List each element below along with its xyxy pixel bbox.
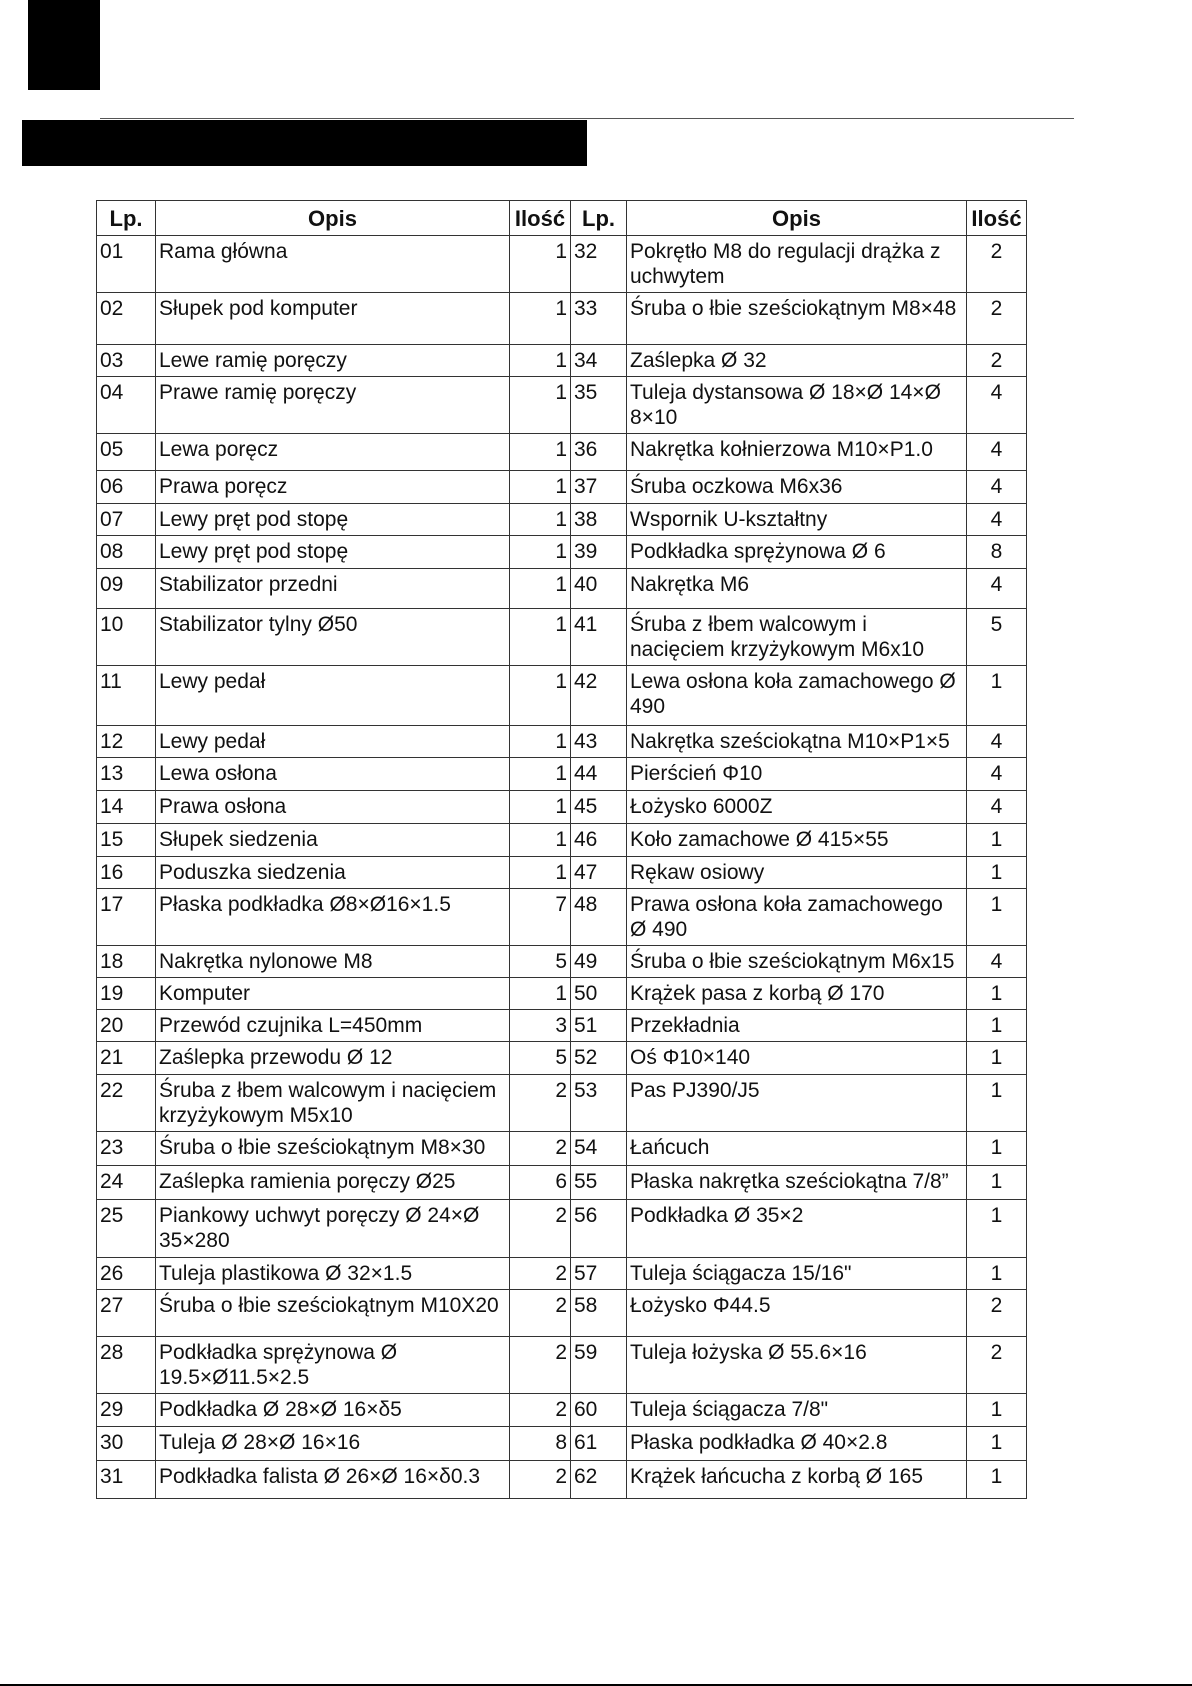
part-number: 47 — [571, 857, 627, 889]
part-number: 50 — [571, 978, 627, 1010]
part-description: Nakrętka sześciokątna M10×P1×5 — [627, 726, 967, 758]
part-number: 14 — [97, 791, 156, 824]
part-quantity: 1 — [510, 504, 571, 536]
part-quantity: 1 — [967, 1010, 1027, 1042]
part-description: Tuleja ściągacza 15/16" — [627, 1258, 967, 1290]
part-quantity: 5 — [510, 1042, 571, 1075]
part-quantity: 5 — [510, 946, 571, 978]
part-description: Rękaw osiowy — [627, 857, 967, 889]
table-row — [97, 946, 1027, 978]
part-description: Przekładnia — [627, 1010, 967, 1042]
part-number: 35 — [571, 377, 627, 434]
part-quantity: 4 — [967, 377, 1027, 434]
part-quantity: 4 — [967, 726, 1027, 758]
part-number: 28 — [97, 1337, 156, 1394]
part-number: 07 — [97, 504, 156, 536]
part-number: 29 — [97, 1394, 156, 1427]
part-number: 19 — [97, 978, 156, 1010]
part-number: 32 — [571, 236, 627, 293]
part-quantity: 1 — [967, 1200, 1027, 1258]
part-description: Prawe ramię poręczy — [156, 377, 510, 434]
part-number: 54 — [571, 1132, 627, 1166]
part-quantity: 1 — [967, 666, 1027, 726]
part-quantity: 1 — [967, 1075, 1027, 1132]
part-quantity: 1 — [967, 978, 1027, 1010]
table-row — [97, 1394, 1027, 1427]
header-opis: Opis — [156, 201, 510, 236]
part-quantity: 1 — [510, 857, 571, 889]
part-description: Koło zamachowe Ø 415×55 — [627, 824, 967, 857]
part-quantity: 1 — [510, 791, 571, 824]
table-row — [97, 1258, 1027, 1290]
part-number: 04 — [97, 377, 156, 434]
part-number: 09 — [97, 569, 156, 609]
part-quantity: 2 — [967, 293, 1027, 345]
part-quantity: 2 — [510, 1461, 571, 1499]
part-description: Lewe ramię poręczy — [156, 345, 510, 377]
part-number: 44 — [571, 758, 627, 791]
part-description: Lewa osłona koła zamachowego Ø 490 — [627, 666, 967, 726]
part-quantity: 1 — [510, 434, 571, 471]
part-description: Tuleja dystansowa Ø 18×Ø 14×Ø 8×10 — [627, 377, 967, 434]
table-row — [97, 569, 1027, 609]
part-description: Prawa osłona — [156, 791, 510, 824]
part-description: Pokrętło M8 do regulacji drążka z uchwytem — [627, 236, 967, 293]
part-quantity: 1 — [967, 1166, 1027, 1200]
part-description: Zaślepka przewodu Ø 12 — [156, 1042, 510, 1075]
part-quantity: 5 — [967, 609, 1027, 666]
part-quantity: 4 — [967, 471, 1027, 504]
table-row — [97, 1166, 1027, 1200]
part-number: 26 — [97, 1258, 156, 1290]
part-quantity: 4 — [967, 434, 1027, 471]
table-row — [97, 1200, 1027, 1258]
part-quantity: 1 — [967, 1394, 1027, 1427]
part-quantity: 1 — [510, 758, 571, 791]
part-quantity: 2 — [967, 1337, 1027, 1394]
part-description: Lewa osłona — [156, 758, 510, 791]
part-quantity: 1 — [967, 1461, 1027, 1499]
part-number: 46 — [571, 824, 627, 857]
part-description: Lewy pedał — [156, 726, 510, 758]
part-description: Krążek łańcucha z korbą Ø 165 — [627, 1461, 967, 1499]
table-row — [97, 293, 1027, 345]
part-number: 03 — [97, 345, 156, 377]
part-number: 25 — [97, 1200, 156, 1258]
part-quantity: 2 — [967, 345, 1027, 377]
part-quantity: 2 — [967, 1290, 1027, 1337]
part-quantity: 1 — [510, 377, 571, 434]
part-quantity: 1 — [510, 978, 571, 1010]
part-description: Zaślepka Ø 32 — [627, 345, 967, 377]
part-number: 01 — [97, 236, 156, 293]
part-number: 60 — [571, 1394, 627, 1427]
table-row — [97, 1337, 1027, 1394]
part-number: 27 — [97, 1290, 156, 1337]
part-quantity: 1 — [510, 536, 571, 569]
part-description: Śruba z łbem walcowym i nacięciem krzyżykowym M6x10 — [627, 609, 967, 666]
part-number: 62 — [571, 1461, 627, 1499]
header-lp-2: Lp. — [571, 201, 627, 236]
part-quantity: 4 — [967, 504, 1027, 536]
part-number: 11 — [97, 666, 156, 726]
part-description: Nakrętka nylonowe M8 — [156, 946, 510, 978]
table-row — [97, 857, 1027, 889]
part-description: Stabilizator tylny Ø50 — [156, 609, 510, 666]
part-number: 02 — [97, 293, 156, 345]
part-quantity: 1 — [510, 569, 571, 609]
part-quantity: 1 — [510, 824, 571, 857]
part-quantity: 2 — [510, 1132, 571, 1166]
part-quantity: 4 — [967, 946, 1027, 978]
part-description: Śruba oczkowa M6x36 — [627, 471, 967, 504]
part-description: Słupek siedzenia — [156, 824, 510, 857]
part-description: Podkładka sprężynowa Ø 19.5×Ø11.5×2.5 — [156, 1337, 510, 1394]
part-number: 43 — [571, 726, 627, 758]
part-number: 39 — [571, 536, 627, 569]
part-number: 61 — [571, 1427, 627, 1461]
part-description: Tuleja Ø 28×Ø 16×16 — [156, 1427, 510, 1461]
part-quantity: 2 — [967, 236, 1027, 293]
part-quantity: 1 — [967, 1427, 1027, 1461]
part-description: Pierścień Φ10 — [627, 758, 967, 791]
part-number: 34 — [571, 345, 627, 377]
part-description: Śruba o łbie sześciokątnym M6x15 — [627, 946, 967, 978]
part-number: 33 — [571, 293, 627, 345]
part-description: Rama główna — [156, 236, 510, 293]
part-number: 10 — [97, 609, 156, 666]
title-bar-redacted — [22, 120, 587, 166]
part-description: Prawa osłona koła zamachowego Ø 490 — [627, 889, 967, 946]
part-description: Słupek pod komputer — [156, 293, 510, 345]
table-row — [97, 1132, 1027, 1166]
part-number: 56 — [571, 1200, 627, 1258]
part-description: Wspornik U-kształtny — [627, 504, 967, 536]
table-row — [97, 666, 1027, 726]
part-number: 08 — [97, 536, 156, 569]
part-description: Lewy pręt pod stopę — [156, 504, 510, 536]
header-lp: Lp. — [97, 201, 156, 236]
table-row — [97, 1461, 1027, 1499]
part-number: 17 — [97, 889, 156, 946]
part-description: Płaska podkładka Ø8×Ø16×1.5 — [156, 889, 510, 946]
part-description: Podkładka Ø 28×Ø 16×δ5 — [156, 1394, 510, 1427]
table-row — [97, 1075, 1027, 1132]
part-description: Nakrętka M6 — [627, 569, 967, 609]
part-description: Płaska podkładka Ø 40×2.8 — [627, 1427, 967, 1461]
part-quantity: 1 — [967, 889, 1027, 946]
parts-list-table — [96, 200, 1027, 1499]
table-header-row — [97, 201, 1027, 236]
part-quantity: 1 — [967, 1258, 1027, 1290]
part-number: 31 — [97, 1461, 156, 1499]
part-quantity: 1 — [510, 726, 571, 758]
part-description: Komputer — [156, 978, 510, 1010]
part-quantity: 8 — [510, 1427, 571, 1461]
table-row — [97, 1290, 1027, 1337]
part-quantity: 8 — [967, 536, 1027, 569]
part-description: Śruba o łbie sześciokątnym M8×48 — [627, 293, 967, 345]
part-number: 51 — [571, 1010, 627, 1042]
part-description: Lewa poręcz — [156, 434, 510, 471]
part-number: 45 — [571, 791, 627, 824]
part-number: 24 — [97, 1166, 156, 1200]
part-number: 57 — [571, 1258, 627, 1290]
part-description: Nakrętka kołnierzowa M10×P1.0 — [627, 434, 967, 471]
part-description: Piankowy uchwyt poręczy Ø 24×Ø 35×280 — [156, 1200, 510, 1258]
header-ilosc: Ilość — [510, 201, 571, 236]
part-description: Lewy pedał — [156, 666, 510, 726]
part-quantity: 1 — [967, 1042, 1027, 1075]
part-quantity: 4 — [967, 569, 1027, 609]
part-description: Śruba o łbie sześciokątnym M8×30 — [156, 1132, 510, 1166]
part-quantity: 1 — [510, 293, 571, 345]
table-row — [97, 504, 1027, 536]
part-number: 53 — [571, 1075, 627, 1132]
part-quantity: 1 — [967, 857, 1027, 889]
part-number: 15 — [97, 824, 156, 857]
part-number: 20 — [97, 1010, 156, 1042]
part-description: Łożysko Φ44.5 — [627, 1290, 967, 1337]
part-quantity: 1 — [967, 824, 1027, 857]
part-quantity: 1 — [967, 1132, 1027, 1166]
part-quantity: 7 — [510, 889, 571, 946]
header-rule — [100, 118, 1074, 119]
part-description: Przewód czujnika L=450mm — [156, 1010, 510, 1042]
part-description: Śruba o łbie sześciokątnym M10X20 — [156, 1290, 510, 1337]
part-number: 52 — [571, 1042, 627, 1075]
part-description: Tuleja plastikowa Ø 32×1.5 — [156, 1258, 510, 1290]
part-description: Podkładka sprężynowa Ø 6 — [627, 536, 967, 569]
part-description: Stabilizator przedni — [156, 569, 510, 609]
table-row — [97, 791, 1027, 824]
part-number: 30 — [97, 1427, 156, 1461]
part-number: 23 — [97, 1132, 156, 1166]
table-row — [97, 471, 1027, 504]
header-ilosc-2: Ilość — [967, 201, 1027, 236]
part-quantity: 1 — [510, 236, 571, 293]
table-row — [97, 434, 1027, 471]
part-number: 36 — [571, 434, 627, 471]
part-number: 38 — [571, 504, 627, 536]
part-description: Krążek pasa z korbą Ø 170 — [627, 978, 967, 1010]
table-row — [97, 758, 1027, 791]
part-number: 48 — [571, 889, 627, 946]
table-row — [97, 978, 1027, 1010]
part-quantity: 1 — [510, 471, 571, 504]
part-description: Śruba z łbem walcowym i nacięciem krzyżykowym M5x10 — [156, 1075, 510, 1132]
table-row — [97, 1010, 1027, 1042]
table-row — [97, 1427, 1027, 1461]
part-number: 49 — [571, 946, 627, 978]
part-quantity: 2 — [510, 1337, 571, 1394]
part-description: Tuleja łożyska Ø 55.6×16 — [627, 1337, 967, 1394]
part-description: Oś Φ10×140 — [627, 1042, 967, 1075]
part-quantity: 2 — [510, 1200, 571, 1258]
part-number: 58 — [571, 1290, 627, 1337]
part-quantity: 2 — [510, 1258, 571, 1290]
part-number: 21 — [97, 1042, 156, 1075]
table-row — [97, 536, 1027, 569]
table-row — [97, 236, 1027, 293]
part-number: 40 — [571, 569, 627, 609]
part-number: 42 — [571, 666, 627, 726]
part-quantity: 1 — [510, 345, 571, 377]
table-row — [97, 824, 1027, 857]
table-row — [97, 726, 1027, 758]
part-number: 41 — [571, 609, 627, 666]
part-quantity: 1 — [510, 609, 571, 666]
corner-black-block — [28, 0, 100, 90]
part-description: Płaska nakrętka sześciokątna 7/8” — [627, 1166, 967, 1200]
part-number: 12 — [97, 726, 156, 758]
part-number: 06 — [97, 471, 156, 504]
part-quantity: 3 — [510, 1010, 571, 1042]
part-quantity: 4 — [967, 758, 1027, 791]
part-quantity: 2 — [510, 1075, 571, 1132]
part-description: Podkładka falista Ø 26×Ø 16×δ0.3 — [156, 1461, 510, 1499]
table-row — [97, 889, 1027, 946]
part-description: Lewy pręt pod stopę — [156, 536, 510, 569]
part-description: Łożysko 6000Z — [627, 791, 967, 824]
table-row — [97, 609, 1027, 666]
part-description: Podkładka Ø 35×2 — [627, 1200, 967, 1258]
part-description: Zaślepka ramienia poręczy Ø25 — [156, 1166, 510, 1200]
part-description: Łańcuch — [627, 1132, 967, 1166]
part-quantity: 2 — [510, 1394, 571, 1427]
part-quantity: 1 — [510, 666, 571, 726]
part-number: 22 — [97, 1075, 156, 1132]
part-number: 05 — [97, 434, 156, 471]
table-row — [97, 345, 1027, 377]
part-quantity: 6 — [510, 1166, 571, 1200]
table-row — [97, 1042, 1027, 1075]
header-opis-2: Opis — [627, 201, 967, 236]
part-number: 13 — [97, 758, 156, 791]
part-number: 16 — [97, 857, 156, 889]
table-row — [97, 377, 1027, 434]
part-number: 55 — [571, 1166, 627, 1200]
part-quantity: 4 — [967, 791, 1027, 824]
part-number: 18 — [97, 946, 156, 978]
part-description: Prawa poręcz — [156, 471, 510, 504]
part-description: Poduszka siedzenia — [156, 857, 510, 889]
part-description: Pas PJ390/J5 — [627, 1075, 967, 1132]
part-number: 37 — [571, 471, 627, 504]
part-description: Tuleja ściągacza 7/8" — [627, 1394, 967, 1427]
part-number: 59 — [571, 1337, 627, 1394]
part-quantity: 2 — [510, 1290, 571, 1337]
